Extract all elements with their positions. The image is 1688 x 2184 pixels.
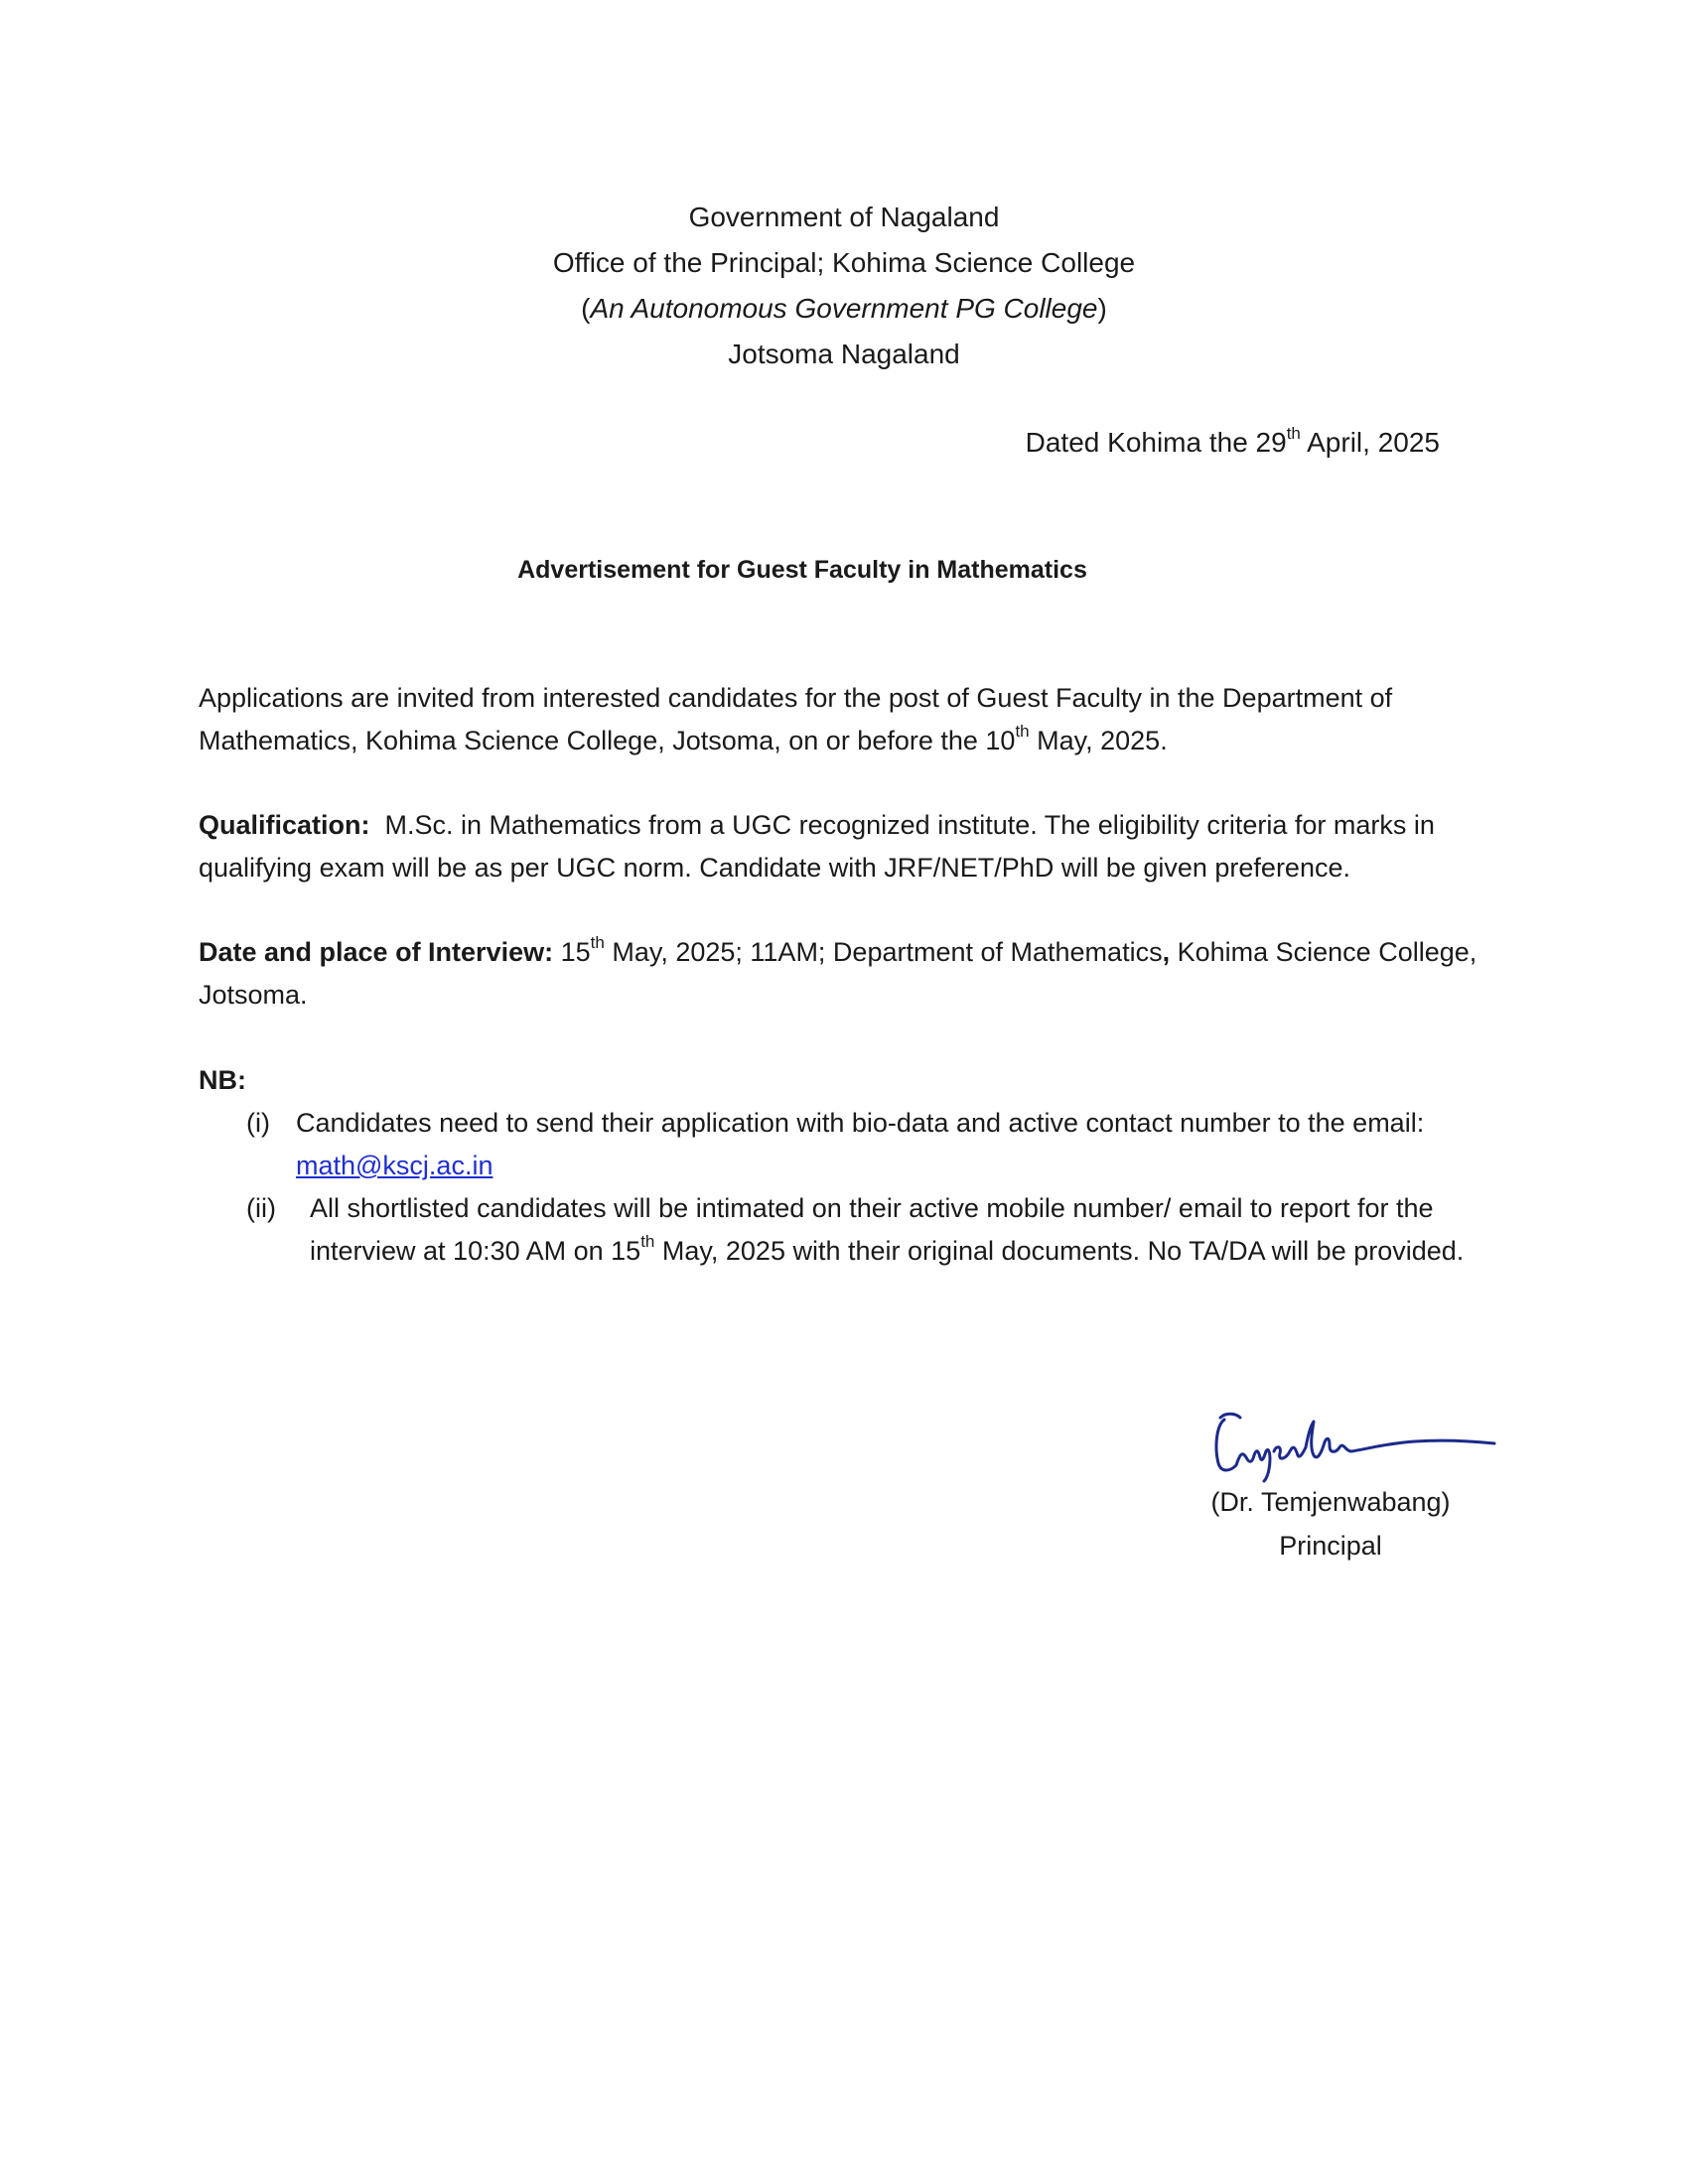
qualification-label: Qualification: bbox=[199, 810, 370, 840]
letterhead-subtitle bbox=[0, 286, 1688, 332]
email-link[interactable]: math@kscj.ac.in bbox=[296, 1151, 493, 1180]
nb-item-1 bbox=[296, 1102, 1507, 1187]
intro-ordinal: th bbox=[1015, 722, 1030, 741]
signatory-designation: Principal bbox=[1279, 1531, 1382, 1561]
qualification-paragraph bbox=[199, 804, 1499, 889]
date-prefix: Dated Kohima the 29 bbox=[1025, 427, 1287, 458]
interview-text-c: Kohima Science College, Jotsoma. bbox=[199, 937, 1477, 1010]
nb-item-1-number: (i) bbox=[246, 1108, 270, 1138]
nb-item-2-text-b: May, 2025 with their original documents. No TA/DA will be provided. bbox=[654, 1236, 1465, 1266]
signature-flourish bbox=[1220, 1414, 1240, 1418]
intro-text-b: May, 2025. bbox=[1029, 726, 1168, 755]
nb-item-2-text-a: All shortlisted candidates will be intimated on their active mobile number/ email to report for the interview at 10:30 AM on 15 bbox=[310, 1193, 1434, 1266]
subtitle-open-paren: ( bbox=[581, 293, 591, 324]
letterhead-office: Office of the Principal; Kohima Science College bbox=[552, 247, 1136, 278]
date-line bbox=[1026, 423, 1440, 463]
interview-ordinal: th bbox=[590, 933, 605, 952]
qualification-text: M.Sc. in Mathematics from a UGC recognized institute. The eligibility criteria for marks in qualifying exam will be as per UGC norm. Candidate with JRF/NET/PhD will be given preference. bbox=[199, 810, 1443, 883]
nb-item-2-ordinal: th bbox=[640, 1232, 655, 1251]
signatory-name: (Dr. Temjenwabang) bbox=[1210, 1487, 1451, 1517]
letterhead-government: Government of Nagaland bbox=[688, 202, 1000, 232]
interview-paragraph bbox=[199, 931, 1499, 1017]
letterhead-location: Jotsoma Nagaland bbox=[728, 339, 960, 369]
intro-paragraph bbox=[199, 677, 1499, 762]
interview-text-b: May, 2025; 11AM; Department of Mathematics bbox=[604, 937, 1163, 967]
subtitle-italic: An Autonomous Government PG College bbox=[590, 293, 1098, 324]
letterhead bbox=[0, 195, 1688, 377]
nb-label: NB: bbox=[199, 1065, 246, 1095]
date-suffix: April, 2025 bbox=[1300, 427, 1440, 458]
interview-text-a: 15 bbox=[553, 937, 591, 967]
nb-item-1-text: Candidates need to send their application with bio-data and active contact number to the email: bbox=[296, 1108, 1425, 1138]
document-title: Advertisement for Guest Faculty in Mathematics bbox=[517, 556, 1087, 584]
date-ordinal: th bbox=[1286, 423, 1301, 443]
intro-text-a: Applications are invited from interested candidates for the post of Guest Faculty in the Department of Mathematics, Kohima Science College, Jotsoma, on or before the 10 bbox=[199, 683, 1393, 755]
signature-stroke bbox=[1216, 1420, 1494, 1481]
interview-label: Date and place of Interview: bbox=[199, 937, 554, 967]
subtitle-close-paren: ) bbox=[1097, 293, 1107, 324]
nb-item-2 bbox=[310, 1187, 1501, 1273]
nb-item-2-number: (ii) bbox=[246, 1193, 276, 1223]
principal-signature bbox=[1196, 1408, 1534, 1487]
interview-comma: , bbox=[1162, 937, 1171, 967]
